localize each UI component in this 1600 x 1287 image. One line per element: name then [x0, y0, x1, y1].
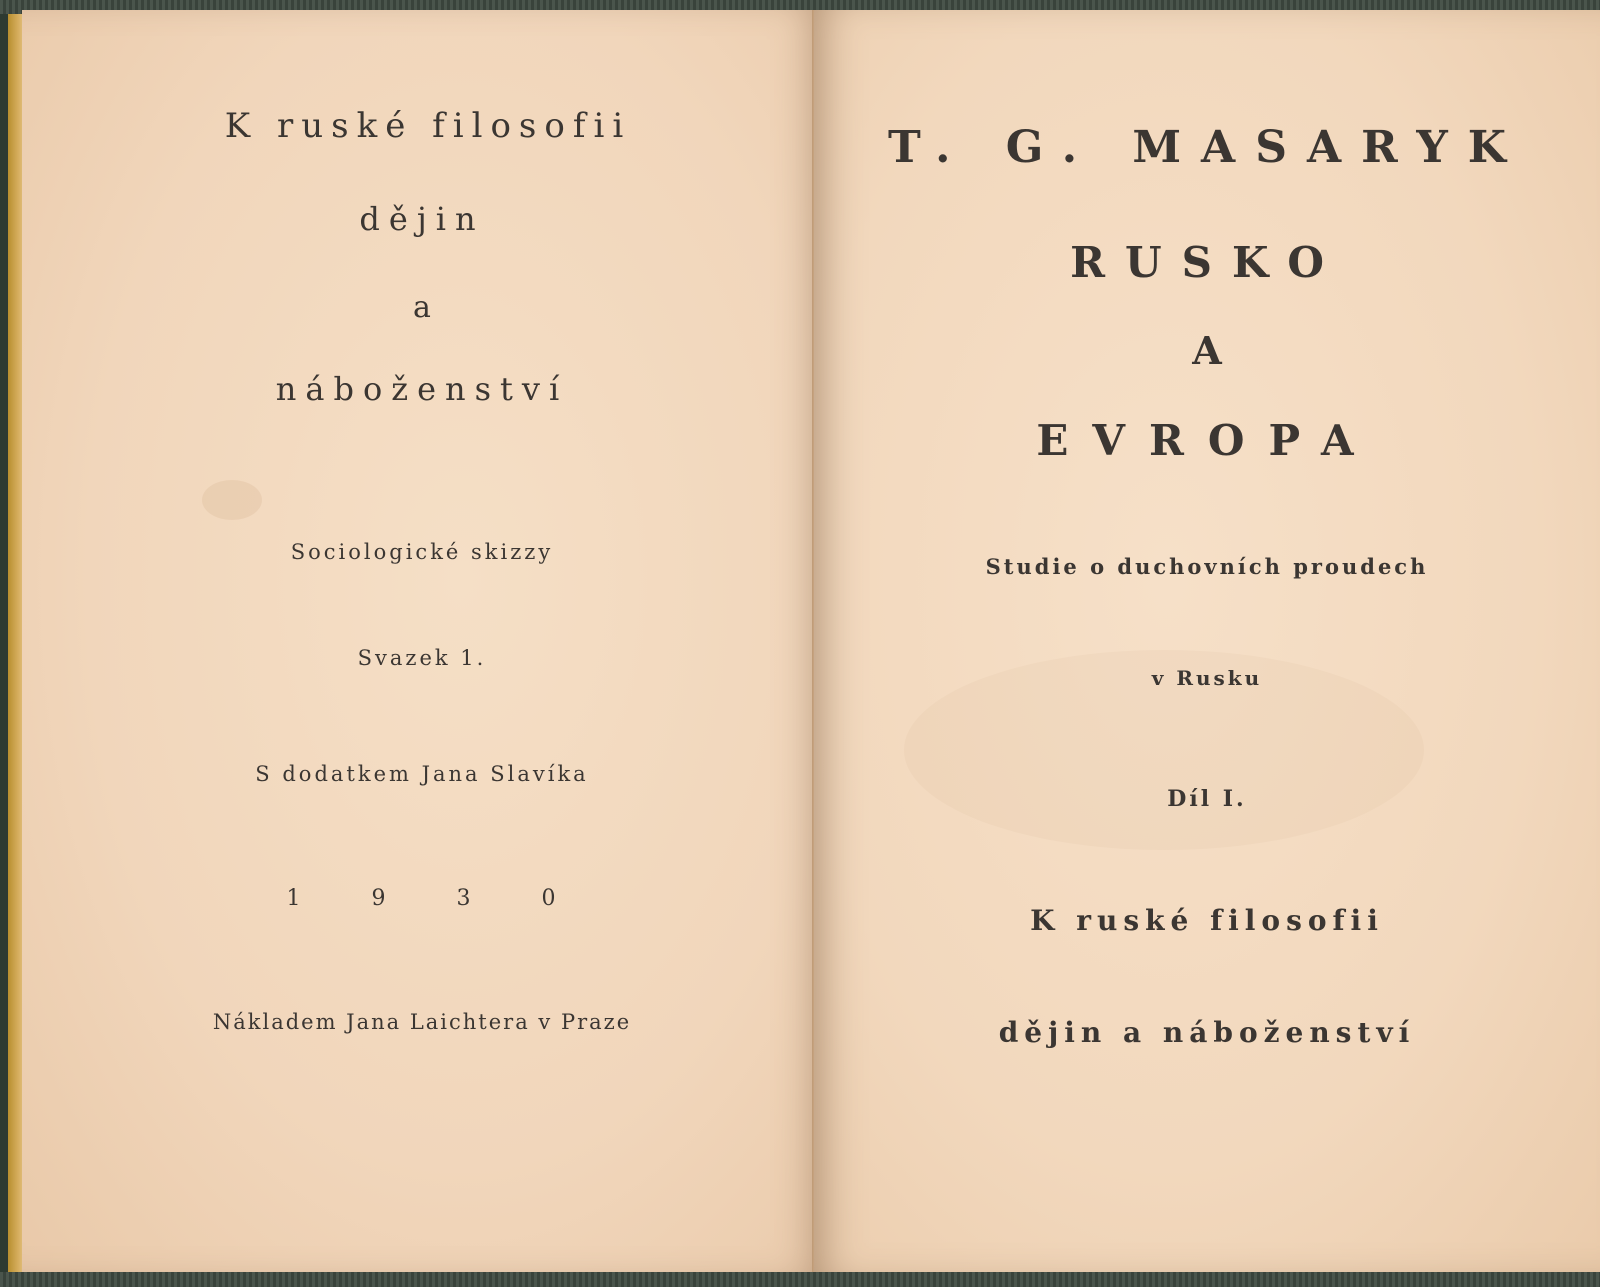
cover-board-bottom — [0, 1272, 1600, 1287]
left-series-a: a — [413, 290, 431, 325]
right-page — [814, 10, 1600, 1272]
book-subtitle2: v Rusku — [1151, 666, 1263, 690]
left-subtitle: Sociologické skizzy — [290, 540, 554, 564]
book-subtitle: Studie o duchovních proudech — [985, 554, 1429, 579]
left-page — [22, 10, 822, 1272]
left-supplement: S dodatkem Jana Slavíka — [255, 762, 589, 786]
left-series-dejin: dějin — [359, 200, 485, 238]
left-volume: Svazek 1. — [357, 646, 487, 670]
left-publisher: Nákladem Jana Laichtera v Praze — [212, 1010, 632, 1034]
left-series-nabozenstvi: náboženství — [275, 370, 569, 408]
book-series-line1: K ruské filosofii — [1030, 904, 1384, 937]
book-title-line3: EVROPA — [1036, 416, 1378, 465]
book-title-line2: A — [1192, 328, 1222, 373]
book-series-line2: dějin a náboženství — [998, 1016, 1416, 1049]
book-title-line1: RUSKO — [1070, 238, 1344, 287]
left-series-title: K ruské filosofii — [224, 106, 632, 146]
book-part: Díl I. — [1167, 786, 1247, 812]
left-year: 1 9 3 0 — [286, 886, 588, 911]
author-name: T. G. MASARYK — [888, 122, 1526, 173]
paper-stain — [202, 480, 262, 520]
